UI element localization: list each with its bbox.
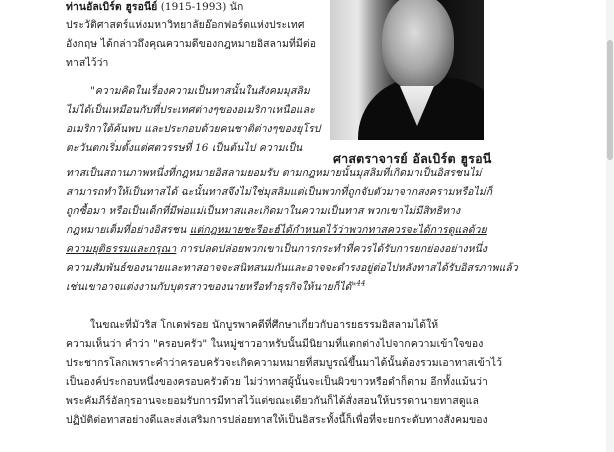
- author-name: ท่านอัลเบิร์ต ฮูรอนีย์: [66, 1, 158, 13]
- quote-line-3: อเมริกาใต้ค้นพบ และประกอบด้วยคนชาติต่างๆของยุโรป: [66, 123, 321, 135]
- photo-caption: ศาสตราจารย์ อัลเบิร์ต ฮูรอนี: [333, 151, 492, 166]
- quote-line-10: ความสัมพันธ์ของนายและทาสอาจจะสนิทสนมกันและอาจจะดำรงอยู่ต่อไปหลังทาสได้รับอิสรภาพแล้ว: [66, 262, 518, 274]
- portrait-photo: [330, 0, 484, 140]
- para2-line-5: พระคัมภีร์อัลกุรอานจะยอมรับการมีทาสไว้แต่ขณะเดียวกันก็ได้สั่งสอนให้บรรดานายทาสดูแล: [66, 395, 479, 407]
- quote-line-9-text: การปลดปล่อยพวกเขาเป็นการกระทำที่ควรได้รับการยกย่องอย่างหนึ่ง: [179, 243, 488, 255]
- quote-underlined-2: ความยุติธรรมและกรุณา: [66, 243, 177, 255]
- para2-line-2: ความเห็นว่า คำว่า "ครอบครัว" ในหมู่ชาวอาหรับนั้นมีนิยามที่แตกต่างไปจากความเข้าใจของ: [66, 338, 484, 350]
- quote-line-9: [66, 242, 487, 256]
- quote-line-4: ตะวันตกเริ่มตั้งแต่ศตวรรษที่ 16 เป็นต้นไป ความเป็น: [66, 142, 303, 154]
- quote-line-6: สามารถทำให้เป็นทาสได้ ฉะนั้นทาสจึงไม่ใช่มุสลิมแต่เป็นพวกที่ถูกจับตัวมาจากสงครามหรือไม่ก็: [66, 186, 493, 198]
- quote-line-11: [66, 280, 366, 294]
- intro-line-2: ประวัติศาสตร์แห่งมหาวิทยาลัยอ๊อกฟอร์ดแห่งประเทศ: [66, 19, 305, 31]
- quote-underlined-1: แต่กฎหมายชะรีอะฮ์ได้กำหนดไว้ว่าพวกทาสควรจะได้การดูแลด้วย: [189, 224, 487, 236]
- quote-line-5: ทาสเป็นสถานภาพหนึ่งที่กฎหมายอิสลามยอมรับ ตามกฎหมายนั้นมุสลิมที่เกิดมาเป็นอิสรชนไม่: [66, 167, 482, 179]
- quote-line-1: "ความคิดในเรื่องความเป็นทาสนั้นในสังคมมุสลิม: [90, 85, 310, 97]
- para2-line-1: ในขณะที่มัวริส โกเดฟรอย นักบูรพาคดีที่ศึกษาเกี่ยวกับอารยธรรมอิสลามได้ให้: [90, 319, 439, 331]
- scrollbar[interactable]: [606, 0, 614, 452]
- intro-line-1: [66, 0, 243, 14]
- intro-line-3: อังกฤษ ได้กล่าวถึงคุณความดีของกฎหมายอิสลามที่มีต่อ: [66, 38, 317, 50]
- para2-line-4: เป็นองค์ประกอบหนึ่งของครอบครัวด้วย ไม่ว่าทาสผู้นั้นจะเป็นผิวขาวหรือดำก็ตาม อีกทั้งแม้นว่า: [66, 376, 488, 388]
- quote-line-11-text: เช่นเขาอาจแต่งงานกับบุตรสาวของนายหรือทำธุรกิจให้นายก็ได้": [66, 281, 357, 293]
- author-years: (1915-1993) นัก: [160, 1, 244, 13]
- intro-line-4: ทาสไว้ว่า: [66, 57, 109, 69]
- quote-line-2: ไม่ได้เป็นเหมือนกับที่ประเทศต่างๆของอเมริกาเหนือและ: [66, 104, 315, 116]
- para2-line-6: ปฏิบัติต่อทาสอย่างดีและส่งเสริมการปล่อยทาสให้เป็นอิสระทั้งนี้ก็เพื่อที่จะยกระดับทางสังคมของ: [66, 414, 488, 426]
- quote-line-8-text: กฎหมายเต็มที่อย่างอิสรชน: [66, 224, 187, 236]
- quote-line-7: ถูกซื้อมา หรือเป็นเด็กที่มีพ่อแม่เป็นทาสและเกิดมาในความเป็นทาส พวกเขาไม่มีสิทธิทาง: [66, 205, 461, 217]
- footnote-ref: 44: [356, 279, 366, 288]
- para2-line-3: ประชากรโลกเพราะคำว่าครอบครัวจะเกิดความหมายที่สมบูรณ์ขึ้นมาได้นั้นต้องรวมเอาทาสเข้าไว้: [66, 357, 503, 369]
- scrollbar-thumb[interactable]: [607, 40, 613, 160]
- quote-line-8: [66, 223, 487, 237]
